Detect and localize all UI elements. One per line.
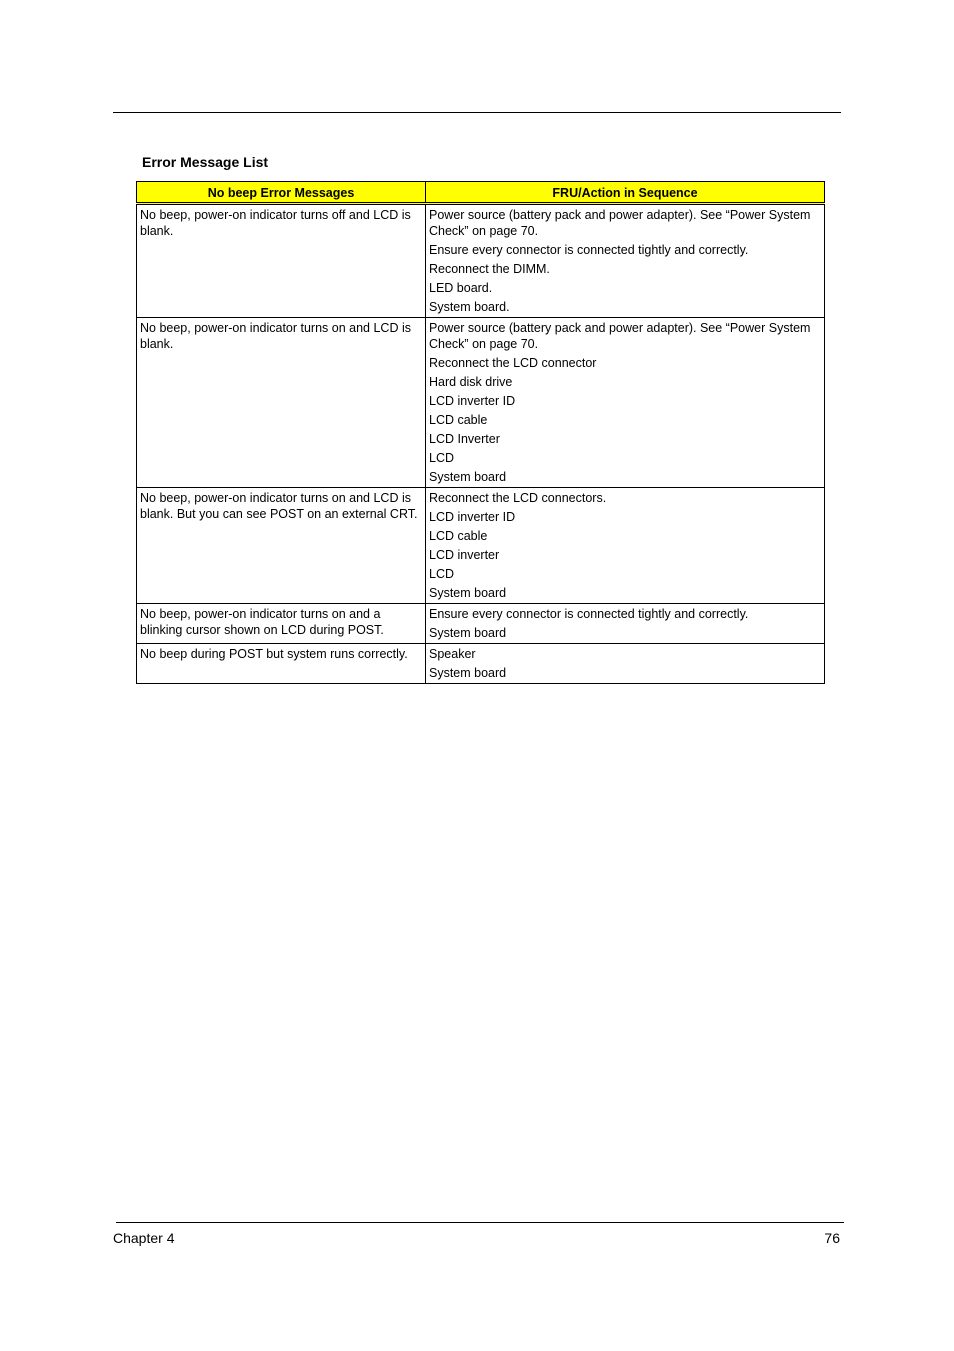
table-row xyxy=(137,644,825,684)
header-rule xyxy=(113,112,841,113)
action-cell xyxy=(426,644,825,684)
action-item: LCD inverter xyxy=(429,548,500,562)
table-row xyxy=(137,318,825,488)
footer-rule xyxy=(116,1222,844,1223)
column-header-messages: No beep Error Messages xyxy=(137,182,426,204)
action-item: LED board. xyxy=(429,281,493,295)
action-cell xyxy=(426,318,825,488)
message-cell xyxy=(137,204,426,318)
action-item: Power source (battery pack and power adapter). See “Power System Check” on page 70. xyxy=(429,321,811,351)
action-item: Reconnect the DIMM. xyxy=(429,262,550,276)
message-cell xyxy=(137,644,426,684)
action-item: System board xyxy=(429,470,507,484)
table-header-row xyxy=(137,182,825,204)
table-row xyxy=(137,604,825,644)
message-cell xyxy=(137,318,426,488)
table-row xyxy=(137,204,825,318)
message-cell xyxy=(137,488,426,604)
error-message-table xyxy=(136,181,825,684)
action-cell xyxy=(426,204,825,318)
table-row xyxy=(137,488,825,604)
error-message: No beep during POST but system runs correctly. xyxy=(140,647,408,661)
action-item: Reconnect the LCD connectors. xyxy=(429,491,607,505)
action-item: System board xyxy=(429,666,507,680)
action-item: LCD xyxy=(429,451,455,465)
error-message: No beep, power-on indicator turns on and LCD is blank. But you can see POST on an external CRT. xyxy=(140,491,418,521)
action-item: Power source (battery pack and power adapter). See “Power System Check” on page 70. xyxy=(429,208,811,238)
chapter-label: Chapter 4 xyxy=(113,1230,175,1246)
error-message: No beep, power-on indicator turns on and a blinking cursor shown on LCD during POST. xyxy=(140,607,384,637)
action-item: Ensure every connector is connected tightly and correctly. xyxy=(429,243,749,257)
column-header-actions: FRU/Action in Sequence xyxy=(426,182,825,204)
action-item: LCD cable xyxy=(429,529,488,543)
action-item: System board xyxy=(429,626,507,640)
action-item: Reconnect the LCD connector xyxy=(429,356,597,370)
action-cell xyxy=(426,604,825,644)
action-item: Speaker xyxy=(429,647,476,661)
action-item: Ensure every connector is connected tightly and correctly. xyxy=(429,607,749,621)
action-item: LCD xyxy=(429,567,455,581)
action-item: LCD cable xyxy=(429,413,488,427)
action-item: Hard disk drive xyxy=(429,375,513,389)
action-item: LCD inverter ID xyxy=(429,510,516,524)
message-cell xyxy=(137,604,426,644)
error-message: No beep, power-on indicator turns off and LCD is blank. xyxy=(140,208,411,238)
action-item: LCD inverter ID xyxy=(429,394,516,408)
action-item: LCD Inverter xyxy=(429,432,500,446)
action-cell xyxy=(426,488,825,604)
error-message: No beep, power-on indicator turns on and LCD is blank. xyxy=(140,321,411,351)
section-title: Error Message List xyxy=(142,154,269,170)
action-item: System board. xyxy=(429,300,510,314)
page-number: 76 xyxy=(824,1230,840,1246)
action-item: System board xyxy=(429,586,507,600)
